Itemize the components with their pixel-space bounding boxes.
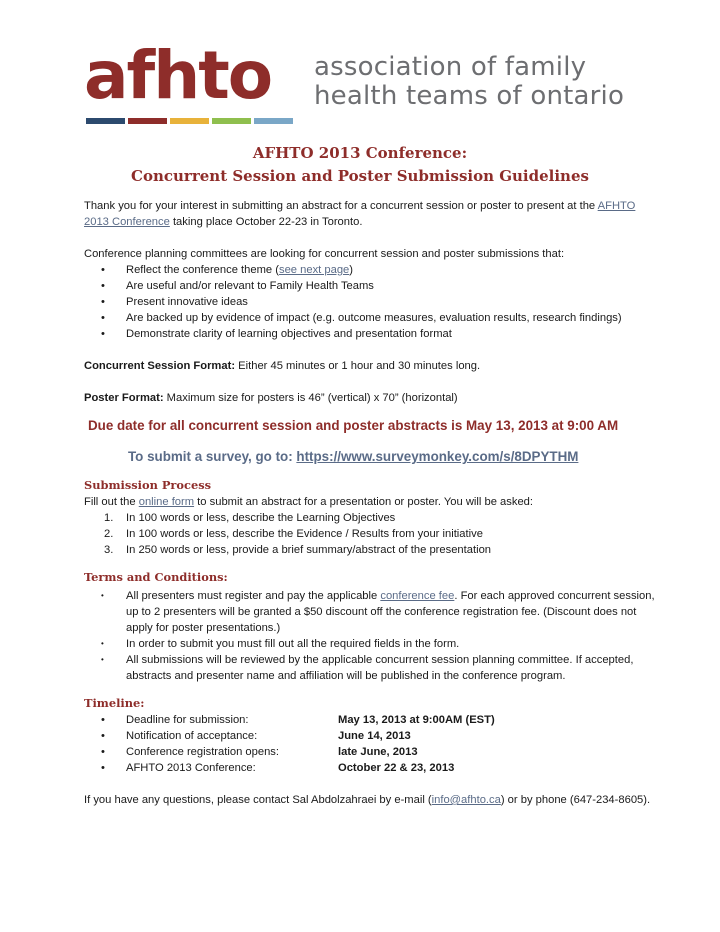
process-lead	[84, 494, 656, 510]
session-format-label: Concurrent Session Format:	[84, 360, 236, 372]
terms-item-text: All presenters must register and pay the applicable	[126, 590, 381, 602]
list-item	[84, 510, 656, 526]
timeline-label: • Deadline for submission:	[126, 714, 249, 726]
list-item: • Demonstrate clarity of learning objectives and presentation format	[84, 326, 656, 342]
contact-text: If you have any questions, please contact Sal Abdolzahraei by e-mail (	[84, 794, 432, 806]
due-date-notice: Due date for all concurrent session and poster abstracts is May 13, 2013 at 9:00 AM	[88, 418, 619, 433]
session-format	[84, 358, 656, 374]
step-number: 1.	[104, 512, 114, 524]
timeline-list	[84, 712, 656, 776]
list-item	[84, 760, 656, 776]
logo-color-bars	[86, 118, 293, 124]
criteria-lead: Conference planning committees are looking for concurrent session and poster submissions that:	[84, 248, 565, 260]
list-item	[84, 526, 656, 542]
process-lead-text: Fill out the	[84, 496, 139, 508]
list-item	[84, 712, 656, 728]
step-number: 2.	[104, 528, 114, 540]
list-item	[84, 262, 656, 278]
document-body	[84, 198, 656, 808]
intro-text-end: taking place October 22-23 in Toronto.	[169, 216, 363, 228]
timeline-value: late June, 2013	[338, 746, 418, 758]
intro-text: Thank you for your interest in submitting an abstract for a concurrent session or poster to present at the	[84, 200, 598, 212]
intro-paragraph	[84, 198, 656, 230]
list-item: • All submissions will be reviewed by the applicable concurrent session planning committee. If accepted, abstracts and presenter name and affiliation will be published in the conference program.	[84, 652, 656, 684]
list-item: • Are backed up by evidence of impact (e.g. outcome measures, evaluation results, research findings)	[84, 310, 656, 326]
step-number: 3.	[104, 544, 114, 556]
process-lead-text-end: to submit an abstract for a presentation or poster. You will be asked:	[194, 496, 534, 508]
list-item: • Are useful and/or relevant to Family Health Teams	[84, 278, 656, 294]
title-line2: Concurrent Session and Poster Submission Guidelines	[131, 167, 589, 185]
criteria-item-text-end: )	[349, 264, 354, 276]
logo-bar-green	[212, 118, 251, 124]
logo-wordmark: afhto	[84, 37, 272, 114]
timeline-label: • Notification of acceptance:	[126, 730, 258, 742]
timeline-heading: Timeline:	[84, 696, 145, 710]
logo-bar-yellow	[170, 118, 209, 124]
conference-fee-link[interactable]: conference fee	[380, 590, 455, 602]
contact-text-end: ) or by phone (647-234-8605).	[500, 794, 651, 806]
list-item: • In order to submit you must fill out all the required fields in the form.	[84, 636, 656, 652]
criteria-list	[84, 262, 656, 342]
criteria-item-text: Reflect the conference theme (	[126, 264, 279, 276]
submission-process-heading: Submission Process	[84, 478, 212, 492]
process-steps	[84, 510, 656, 558]
terms-list	[84, 588, 656, 684]
title-line1: AFHTO 2013 Conference:	[252, 144, 468, 162]
survey-link[interactable]: https://www.surveymonkey.com/s/8DPYTHM	[296, 449, 579, 464]
step-text: In 100 words or less, describe the Learning Objectives	[126, 512, 396, 524]
submit-text: To submit a survey, go to:	[128, 449, 297, 464]
logo-tagline-line2: health teams of ontario	[314, 81, 625, 111]
page-title	[0, 142, 720, 188]
list-item	[84, 744, 656, 760]
logo-bar-navy	[86, 118, 125, 124]
timeline-value: May 13, 2013 at 9:00AM (EST)	[338, 714, 495, 726]
list-item	[84, 542, 656, 558]
logo-bar-red	[128, 118, 167, 124]
logo-tagline-line1: association of family	[314, 52, 587, 82]
step-text: In 100 words or less, describe the Evidence / Results from your initiative	[126, 528, 483, 540]
timeline-value: October 22 & 23, 2013	[338, 762, 455, 774]
step-text: In 250 words or less, provide a brief summary/abstract of the presentation	[126, 544, 492, 556]
list-item	[84, 588, 656, 636]
afhto-logo	[84, 36, 644, 128]
list-item: • Present innovative ideas	[84, 294, 656, 310]
poster-format-text: Maximum size for posters is 46” (vertical) x 70” (horizontal)	[163, 392, 458, 404]
online-form-link[interactable]: online form	[138, 496, 195, 508]
logo-tagline	[314, 53, 624, 111]
terms-item-text-end: . For each approved concurrent session, up to 2 presenters will be granted a $50 discount off the conference registration fee. (Discount does not apply for poster presentations.)	[126, 590, 655, 634]
see-next-page-link[interactable]: see next page	[278, 264, 350, 276]
conference-link[interactable]: AFHTO 2013 Conference	[84, 200, 636, 228]
terms-heading: Terms and Conditions:	[84, 570, 228, 584]
logo-bar-blue	[254, 118, 293, 124]
timeline-label: • AFHTO 2013 Conference:	[126, 762, 256, 774]
submit-instruction	[128, 448, 656, 466]
timeline-label: • Conference registration opens:	[126, 746, 279, 758]
list-item	[84, 728, 656, 744]
poster-format	[84, 390, 656, 406]
timeline-value: June 14, 2013	[338, 730, 411, 742]
contact-paragraph	[84, 792, 656, 808]
email-link[interactable]: info@afhto.ca	[431, 794, 501, 806]
session-format-text: Either 45 minutes or 1 hour and 30 minutes long.	[235, 360, 481, 372]
poster-format-label: Poster Format:	[84, 392, 164, 404]
